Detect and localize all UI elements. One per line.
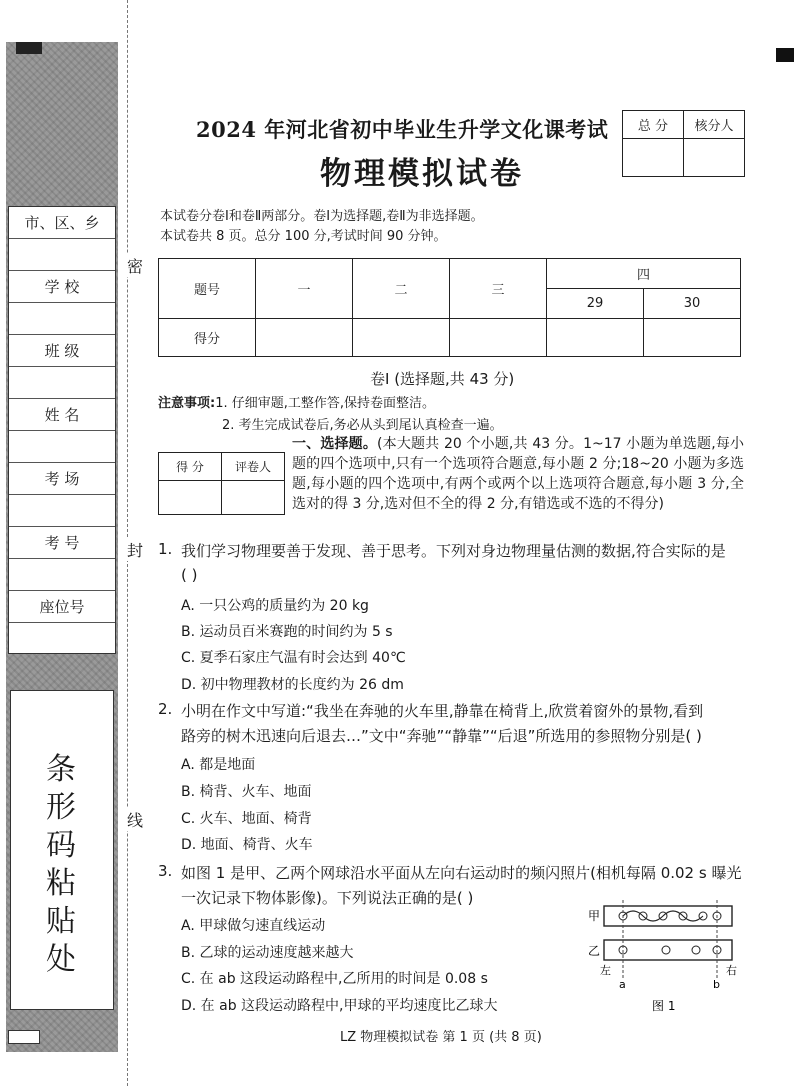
field-exam-room: 考 场 [9,463,115,495]
q3-stem-line-1: 如图 1 是甲、乙两个网球沿水平面从左向右运动时的频闪照片(相机每隔 0.02 s 曝光 [181,864,742,882]
q1-option-c[interactable]: C. 夏季石家庄气温有时会达到 40℃ [181,650,406,666]
q3-option-c[interactable]: C. 在 ab 这段运动路程中,乙所用的时间是 0.08 s [181,971,488,987]
grader-score-cell[interactable] [159,481,222,515]
score-cell[interactable] [256,319,353,357]
q2-option-a[interactable]: A. 都是地面 [181,757,256,773]
notice-label: 注意事项: [158,396,216,411]
q3-stem-line-2: 一次记录下物体影像)。下列说法正确的是( ) [181,889,474,907]
figure-1 [586,900,746,1018]
field-district-blank[interactable] [9,239,115,271]
field-exam-number-blank[interactable] [9,559,115,591]
seal-char-xian: 线 [124,808,146,831]
seal-char-feng: 封 [124,538,146,561]
registration-mark [16,42,42,54]
q1-number: 1. [158,540,173,558]
page-footer: LZ 物理模拟试卷 第 1 页 (共 8 页) [340,1030,542,1045]
q3-option-a[interactable]: A. 甲球做匀速直线运动 [181,918,326,934]
q1-option-a[interactable]: A. 一只公鸡的质量约为 20 kg [181,598,369,614]
score-table-row-label: 题号 [159,259,256,319]
notice-1-text: 1. 仔细审题,工整作答,保持卷面整洁。 [215,396,436,411]
fig-label-right: 右 [726,964,737,977]
q2-option-c[interactable]: C. 火车、地面、椅背 [181,811,312,827]
score-table-col-2: 二 [353,259,450,319]
candidate-info-box [8,206,116,654]
score-cell[interactable] [547,319,644,357]
field-class: 班 级 [9,335,115,367]
bottom-tab [8,1030,40,1044]
fig-ball-yi [692,946,700,954]
score-table-col-4: 四 [547,259,741,289]
fig-caption: 图 1 [652,999,676,1013]
field-exam-room-blank[interactable] [9,495,115,527]
q3-option-d[interactable]: D. 在 ab 这段运动路程中,甲球的平均速度比乙球大 [181,998,498,1014]
seal-char-mi: 密 [124,254,146,277]
q2-stem-line-1: 小明在作文中写道:“我坐在奔驰的火车里,静靠在椅背上,欣赏着窗外的景物,看到 [181,702,704,720]
q1-stem-line-2: ( ) [181,566,198,584]
field-district: 市、区、乡 [9,207,115,239]
section-title: 一、选择题。 [292,436,378,452]
score-table [158,258,741,357]
fig-ball-yi [662,946,670,954]
score-table-row-score: 得分 [159,319,256,357]
intro-line-1: 本试卷分卷Ⅰ和卷Ⅱ两部分。卷Ⅰ为选择题,卷Ⅱ为非选择题。 [160,209,484,224]
notice-1 [158,392,435,411]
score-table-col-3: 三 [450,259,547,319]
q2-option-d[interactable]: D. 地面、椅背、火车 [181,837,313,853]
score-cell[interactable] [644,319,741,357]
q1-stem-line-1: 我们学习物理要善于发现、善于思考。下列对身边物理量估测的数据,符合实际的是 [181,542,726,560]
score-cell[interactable] [353,319,450,357]
field-seat-blank[interactable] [9,623,115,655]
q2-stem-line-2: 路旁的树木迅速向后退去…”文中“奔驰”“静靠”“后退”所选用的参照物分别是( ) [181,727,702,745]
section-desc-text: (本大题共 20 个小题,共 43 分。1~17 小题为单选题,每小题的四个选项中,只有一个选项符合题意,每小题 2 分;18~20 小题为多选题,每小题的四个选项中,有两个或两个以上选项符合题意,每小题 3 分,全选对的得 3 分,选对但不全的得 2 分,有错选或不选的不得分) [292,436,744,512]
field-seat: 座位号 [9,591,115,623]
q2-number: 2. [158,700,173,718]
field-exam-number: 考 号 [9,527,115,559]
fig-label-a: a [619,978,626,991]
field-school-blank[interactable] [9,303,115,335]
q2-option-b[interactable]: B. 椅背、火车、地面 [181,784,312,800]
q3-number: 3. [158,862,173,880]
score-cell[interactable] [450,319,547,357]
q1-option-d[interactable]: D. 初中物理教材的长度约为 26 dm [181,677,404,693]
q1-option-b[interactable]: B. 运动员百米赛跑的时间约为 5 s [181,624,393,640]
checker-cell[interactable] [684,139,745,177]
score-table-sub-30: 30 [644,289,741,319]
fig-label-yi: 乙 [588,944,601,958]
intro-line-2: 本试卷共 8 页。总分 100 分,考试时间 90 分钟。 [160,229,447,244]
fig-label-left: 左 [600,964,611,977]
score-table-col-1: 一 [256,259,353,319]
grader-name-cell[interactable] [222,481,285,515]
score-table-sub-29: 29 [547,289,644,319]
fig-label-b: b [713,978,720,991]
total-score-box [622,110,745,177]
total-score-label: 总 分 [623,111,684,139]
checker-label: 核分人 [684,111,745,139]
barcode-label: 条形码粘贴处 [46,752,76,977]
grader-box [158,452,285,515]
grader-name-label: 评卷人 [222,453,285,481]
grader-score-label: 得 分 [159,453,222,481]
total-score-cell[interactable] [623,139,684,177]
section-description [292,434,744,514]
field-name: 姓 名 [9,399,115,431]
field-school: 学 校 [9,271,115,303]
fig-label-jia: 甲 [588,909,601,923]
part1-heading: 卷Ⅰ (选择题,共 43 分) [370,370,515,388]
exam-title: 2024 年河北省初中毕业生升学文化课考试 [196,117,609,142]
registration-mark-right [776,48,794,62]
barcode-area [10,690,114,1010]
field-name-blank[interactable] [9,431,115,463]
field-class-blank[interactable] [9,367,115,399]
exam-subtitle: 物理模拟试卷 [320,156,524,192]
notice-2: 2. 考生完成试卷后,务必从头到尾认真检查一遍。 [222,418,503,433]
q3-option-b[interactable]: B. 乙球的运动速度越来越大 [181,945,354,961]
